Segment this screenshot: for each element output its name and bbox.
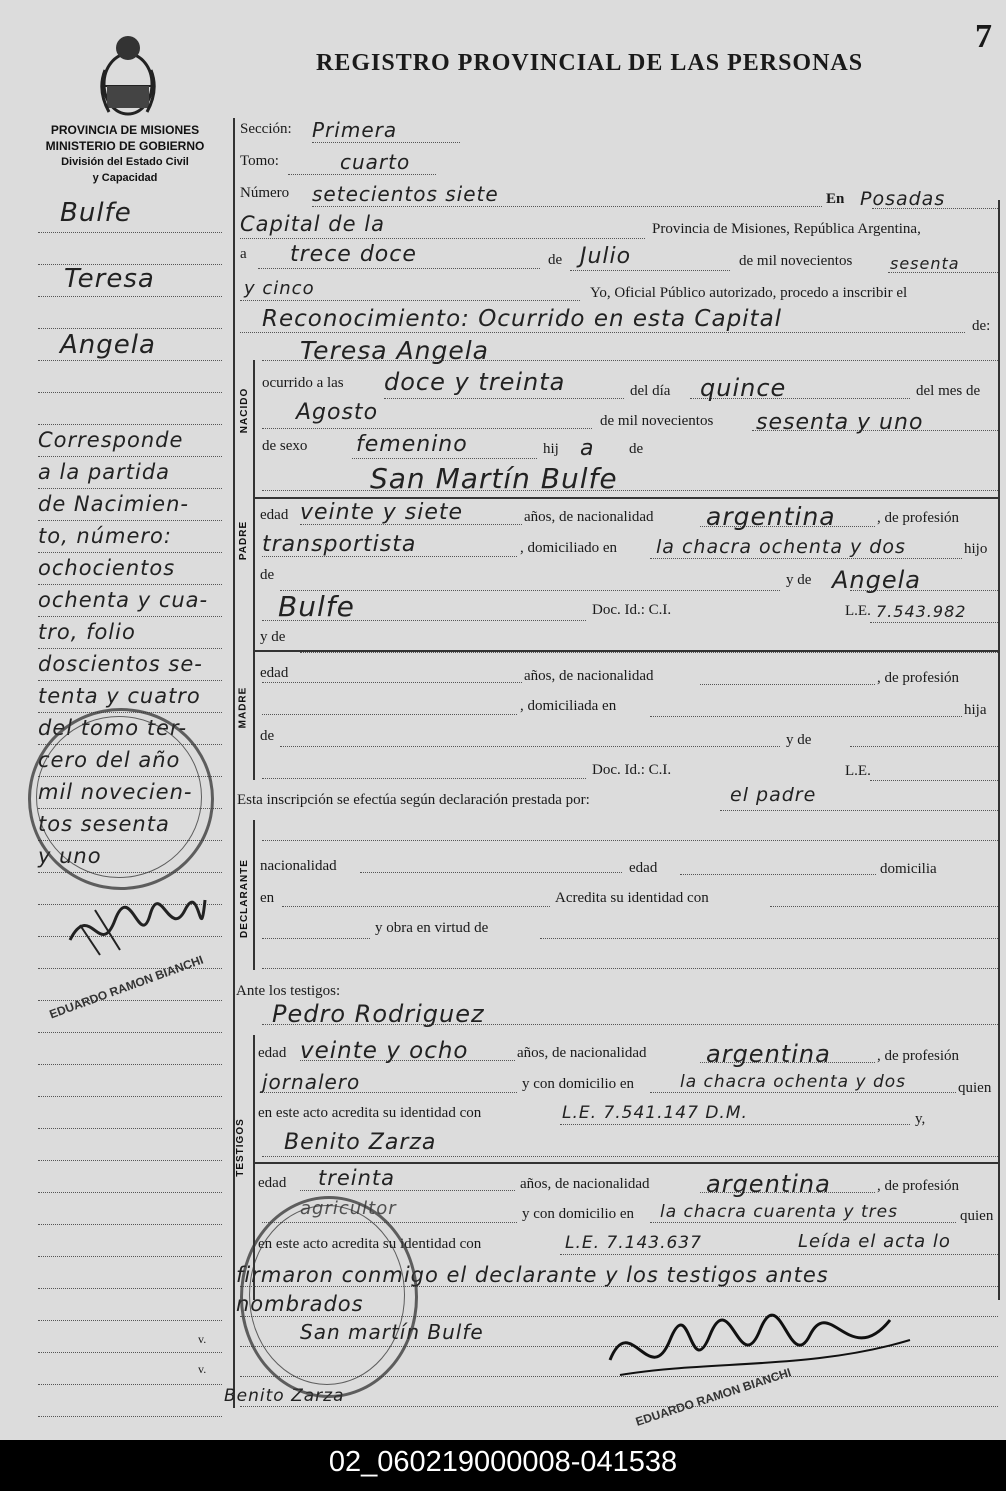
fill-line bbox=[700, 684, 875, 685]
value-capital: Capital de la bbox=[240, 212, 385, 236]
signature-padre: San martín Bulfe bbox=[300, 1320, 484, 1344]
margin-name1: Teresa bbox=[64, 264, 155, 294]
value-seccion: Primera bbox=[312, 118, 398, 142]
value-t1-doc: L.E. 7.541.147 D.M. bbox=[562, 1103, 748, 1123]
value-sexo: femenino bbox=[356, 432, 468, 457]
side-label-madre: MADRE bbox=[237, 686, 249, 729]
label-numero: Número bbox=[240, 185, 290, 201]
margin-note-line: tos sesenta bbox=[38, 812, 170, 836]
value-padre-madre: Angela bbox=[832, 566, 922, 594]
fill-line bbox=[720, 810, 998, 811]
label-quien-t1: quien bbox=[958, 1080, 992, 1096]
issuer-block bbox=[20, 122, 230, 186]
frame-line bbox=[253, 820, 255, 970]
fill-line bbox=[650, 1222, 956, 1223]
page-title: REGISTRO PROVINCIAL DE LAS PERSONAS bbox=[316, 50, 864, 76]
margin-note-line: del tomo ter- bbox=[38, 716, 188, 740]
label-del-mes: del mes de bbox=[916, 383, 981, 399]
value-mes: Julio bbox=[580, 244, 632, 269]
value-t2-doc: L.E. 7.143.637 bbox=[565, 1233, 702, 1253]
label-acredita-t2: en este acto acredita su identidad con bbox=[258, 1236, 482, 1252]
issuer-line: División del Estado Civil bbox=[61, 156, 189, 168]
fill-line bbox=[680, 874, 876, 875]
label-le: L.E. bbox=[845, 603, 871, 619]
label-de-mil2: de mil novecientos bbox=[600, 413, 714, 429]
margin-rule bbox=[38, 488, 222, 489]
fill-line bbox=[870, 622, 998, 623]
value-t2-dom: la chacra cuarenta y tres bbox=[660, 1202, 898, 1222]
fill-line bbox=[262, 428, 592, 429]
label-edad-m: edad bbox=[260, 665, 289, 681]
margin-rule bbox=[38, 1032, 222, 1033]
label-edad: edad bbox=[260, 507, 289, 523]
margin-note-line: de Nacimien- bbox=[38, 492, 189, 516]
label-en-d: en bbox=[260, 890, 275, 906]
margin-note-line: cero del año bbox=[38, 748, 181, 772]
label-doc-id: Doc. Id.: C.I. bbox=[592, 602, 672, 618]
issuer-line: MINISTERIO DE GOBIERNO bbox=[45, 139, 205, 153]
label-profesion-m: , de profesión bbox=[877, 670, 960, 686]
signature-testigo: Benito Zarza bbox=[224, 1386, 345, 1406]
fill-line bbox=[262, 682, 522, 683]
fill-line bbox=[850, 746, 998, 747]
margin-note-line: doscientos se- bbox=[38, 652, 203, 676]
fill-line bbox=[650, 558, 962, 559]
value-padre-edad: veinte y siete bbox=[300, 500, 464, 525]
fill-line bbox=[262, 1156, 998, 1157]
value-mes-nac: Agosto bbox=[296, 400, 379, 425]
fill-line bbox=[352, 458, 537, 459]
value-tomo: cuarto bbox=[340, 150, 411, 174]
label-prof-t2: , de profesión bbox=[877, 1178, 960, 1194]
value-padre-dom: la chacra ochenta y dos bbox=[656, 536, 906, 558]
margin-rule bbox=[38, 1416, 222, 1417]
margin-rule bbox=[38, 424, 222, 425]
label-edad-d: edad bbox=[629, 860, 658, 876]
value-padre-nac: argentina bbox=[706, 502, 836, 531]
value-hij-suffix: a bbox=[580, 436, 595, 461]
label-hij: hij bbox=[543, 441, 559, 457]
fill-line bbox=[300, 1190, 515, 1191]
margin-rule bbox=[38, 1096, 222, 1097]
label-domicilia: domicilia bbox=[880, 861, 937, 877]
label-de-m: de bbox=[260, 728, 275, 744]
label-a: a bbox=[240, 246, 247, 262]
fill-line bbox=[384, 398, 624, 399]
fill-line bbox=[240, 300, 580, 301]
fill-line bbox=[312, 142, 460, 143]
margin-rule bbox=[38, 1160, 222, 1161]
margin-rule bbox=[38, 1192, 222, 1193]
value-t1-nac: argentina bbox=[706, 1040, 831, 1068]
value-anio-a: sesenta bbox=[890, 254, 960, 273]
margin-rule bbox=[38, 680, 222, 681]
official-signature-icon bbox=[60, 880, 210, 970]
fill-line bbox=[262, 938, 370, 939]
value-nombre: Teresa Angela bbox=[300, 336, 489, 365]
issuer-line: PROVINCIA DE MISIONES bbox=[50, 123, 200, 137]
margin-rule bbox=[38, 1320, 222, 1321]
label-anos-nac: años, de nacionalidad bbox=[524, 509, 654, 525]
coat-of-arms-icon bbox=[95, 30, 161, 118]
document-id-footer: 02_060219000008-041538 bbox=[0, 1440, 1006, 1491]
label-de: de bbox=[548, 252, 563, 268]
label-de-colon: de: bbox=[972, 318, 991, 334]
margin-rule bbox=[38, 520, 222, 521]
label-acredita-t1: en este acto acredita su identidad con bbox=[258, 1105, 482, 1121]
margin-note-line: to, número: bbox=[38, 524, 172, 548]
label-anos-t1: años, de nacionalidad bbox=[517, 1045, 647, 1061]
value-t2-edad: treinta bbox=[318, 1166, 396, 1190]
label-ocurrido: ocurrido a las bbox=[262, 375, 344, 391]
value-testigo2: Benito Zarza bbox=[284, 1130, 437, 1155]
label-seccion: Sección: bbox=[240, 121, 292, 137]
label-dom-t1: y con domicilio en bbox=[522, 1076, 635, 1092]
label-doc-id-m: Doc. Id.: C.I. bbox=[592, 762, 672, 778]
fill-line bbox=[312, 206, 822, 207]
margin-rule bbox=[38, 616, 222, 617]
label-yo: Yo, Oficial Público autorizado, procedo a inscribir el bbox=[590, 285, 908, 301]
label-domiciliado: , domiciliado en bbox=[520, 540, 618, 556]
label-quien-t2: quien bbox=[960, 1208, 994, 1224]
round-stamp-inner bbox=[249, 1205, 405, 1385]
tick-mark: v. bbox=[198, 1332, 207, 1346]
value-cierre2: firmaron conmigo el declarante y los testigos antes bbox=[236, 1263, 829, 1287]
label-de2: de bbox=[629, 441, 644, 457]
margin-rule bbox=[38, 456, 222, 457]
value-declarante: el padre bbox=[730, 784, 817, 806]
label-esta-inscripcion: Esta inscripción se efectúa según declaración prestada por: bbox=[237, 792, 590, 808]
margin-surname: Bulfe bbox=[60, 198, 132, 228]
fill-line bbox=[650, 716, 962, 717]
label-de-mil: de mil novecientos bbox=[739, 253, 853, 269]
frame-line bbox=[233, 118, 235, 1408]
label-anos-t2: años, de nacionalidad bbox=[520, 1176, 650, 1192]
frame-line bbox=[253, 497, 998, 499]
value-padre-prof: transportista bbox=[262, 532, 417, 557]
label-en: En bbox=[826, 191, 845, 207]
label-edad-t2: edad bbox=[258, 1175, 287, 1191]
issuer-line: y Capacidad bbox=[92, 172, 158, 184]
name-stamp: EDUARDO RAMON BIANCHI bbox=[633, 1365, 793, 1429]
label-domiciliada: , domiciliada en bbox=[520, 698, 617, 714]
fill-line bbox=[650, 1092, 956, 1093]
value-t1-prof: jornalero bbox=[262, 1070, 361, 1094]
side-label-padre: PADRE bbox=[238, 520, 250, 561]
label-nacionalidad: nacionalidad bbox=[260, 858, 337, 874]
label-le-m: L.E. bbox=[845, 763, 871, 779]
label-sexo: de sexo bbox=[262, 438, 308, 454]
value-anio-nac: sesenta y uno bbox=[756, 410, 924, 435]
margin-name2: Angela bbox=[60, 330, 156, 360]
value-padre-nombre: San Martín Bulfe bbox=[370, 462, 618, 495]
label-hijo: hijo bbox=[964, 541, 988, 557]
margin-rule bbox=[38, 1064, 222, 1065]
fill-line bbox=[240, 238, 645, 239]
margin-rule bbox=[38, 552, 222, 553]
margin-rule bbox=[38, 392, 222, 393]
value-t2-nac: argentina bbox=[706, 1170, 831, 1198]
fill-line bbox=[262, 968, 998, 969]
label-edad-t1: edad bbox=[258, 1045, 287, 1061]
label-obra: y obra en virtud de bbox=[375, 920, 489, 936]
frame-line bbox=[253, 1162, 998, 1164]
value-cierre3: nombrados bbox=[236, 1292, 364, 1316]
frame-line bbox=[253, 360, 255, 780]
side-label-nacido: NACIDO bbox=[239, 387, 251, 434]
fill-line bbox=[770, 906, 998, 907]
value-dia-nac: quince bbox=[700, 374, 787, 402]
value-acto: Reconocimiento: Ocurrido en esta Capital bbox=[262, 306, 783, 332]
value-t2-prof: agricultor bbox=[300, 1198, 397, 1219]
margin-rule bbox=[38, 648, 222, 649]
margin-rule bbox=[38, 360, 222, 361]
label-profesion: , de profesión bbox=[877, 510, 960, 526]
margin-note-line: ochenta y cua- bbox=[38, 588, 209, 612]
margin-note-line: a la partida bbox=[38, 460, 171, 484]
value-t1-dom: la chacra ochenta y dos bbox=[680, 1072, 906, 1092]
fill-line bbox=[280, 746, 780, 747]
fill-line bbox=[258, 268, 540, 269]
fill-line bbox=[262, 840, 998, 841]
fill-line bbox=[240, 1406, 998, 1407]
margin-rule bbox=[38, 1384, 222, 1385]
margin-rule bbox=[38, 328, 222, 329]
label-y-de-m: y de bbox=[786, 732, 812, 748]
label-de3: de bbox=[260, 567, 275, 583]
fill-line bbox=[262, 778, 586, 779]
margin-rule bbox=[38, 232, 222, 233]
fill-line bbox=[300, 652, 998, 653]
official-signature-icon bbox=[590, 1290, 920, 1400]
fill-line bbox=[280, 590, 780, 591]
value-padre-le: 7.543.982 bbox=[876, 602, 967, 621]
margin-rule bbox=[38, 1224, 222, 1225]
value-anio-b: y cinco bbox=[244, 278, 315, 299]
label-acredita: Acredita su identidad con bbox=[555, 890, 709, 906]
side-label-declarante: DECLARANTE bbox=[238, 859, 250, 938]
label-anos-nac-m: años, de nacionalidad bbox=[524, 668, 654, 684]
margin-note-line: mil novecien- bbox=[38, 780, 193, 804]
margin-rule bbox=[38, 1352, 222, 1353]
fill-line bbox=[360, 872, 622, 873]
margin-note-line: ochocientos bbox=[38, 556, 176, 580]
label-hija: hija bbox=[964, 702, 987, 718]
value-hora: doce y treinta bbox=[384, 368, 566, 396]
margin-note-line: y uno bbox=[38, 844, 102, 868]
margin-note-line: Corresponde bbox=[38, 428, 184, 452]
value-t1-edad: veinte y ocho bbox=[300, 1038, 469, 1064]
fill-line bbox=[240, 332, 965, 333]
margin-rule bbox=[38, 1128, 222, 1129]
label-y-comma: y, bbox=[915, 1111, 926, 1127]
label-tomo: Tomo: bbox=[240, 153, 279, 169]
value-cierre1: Leída el acta lo bbox=[798, 1231, 951, 1252]
margin-rule bbox=[38, 1288, 222, 1289]
margin-rule bbox=[38, 1256, 222, 1257]
label-del-dia: del día bbox=[630, 383, 671, 399]
fill-line bbox=[262, 714, 517, 715]
margin-rule bbox=[38, 584, 222, 585]
fill-line bbox=[282, 906, 550, 907]
fill-line bbox=[560, 1254, 998, 1255]
fill-line bbox=[570, 270, 730, 271]
value-padre-apellido: Bulfe bbox=[278, 590, 355, 623]
value-numero: setecientos siete bbox=[312, 182, 499, 206]
frame-line bbox=[998, 200, 1000, 1300]
label-y-de2: y de bbox=[260, 629, 286, 645]
value-testigo1: Pedro Rodriguez bbox=[272, 1000, 485, 1028]
value-en: Posadas bbox=[860, 188, 946, 210]
side-label-testigos: TESTIGOS bbox=[234, 1118, 246, 1177]
label-dom-t2: y con domicilio en bbox=[522, 1206, 635, 1222]
name-stamp: EDUARDO RAMON BIANCHI bbox=[47, 952, 206, 1022]
page-number: 7 bbox=[975, 18, 992, 55]
tick-mark: v. bbox=[198, 1362, 207, 1376]
fill-line bbox=[870, 780, 998, 781]
margin-note-line: tro, folio bbox=[38, 620, 136, 644]
round-stamp-inner bbox=[36, 716, 202, 878]
value-dia: trece doce bbox=[290, 242, 417, 267]
label-ante-testigos: Ante los testigos: bbox=[236, 983, 341, 999]
margin-note-line: tenta y cuatro bbox=[38, 684, 201, 708]
fill-line bbox=[540, 938, 998, 939]
label-prof-t1: , de profesión bbox=[877, 1048, 960, 1064]
fill-line bbox=[288, 174, 436, 175]
label-y-de: y de bbox=[786, 572, 812, 588]
margin-rule bbox=[38, 296, 222, 297]
fill-line bbox=[560, 1124, 910, 1125]
label-provincia: Provincia de Misiones, República Argentina, bbox=[652, 221, 921, 237]
